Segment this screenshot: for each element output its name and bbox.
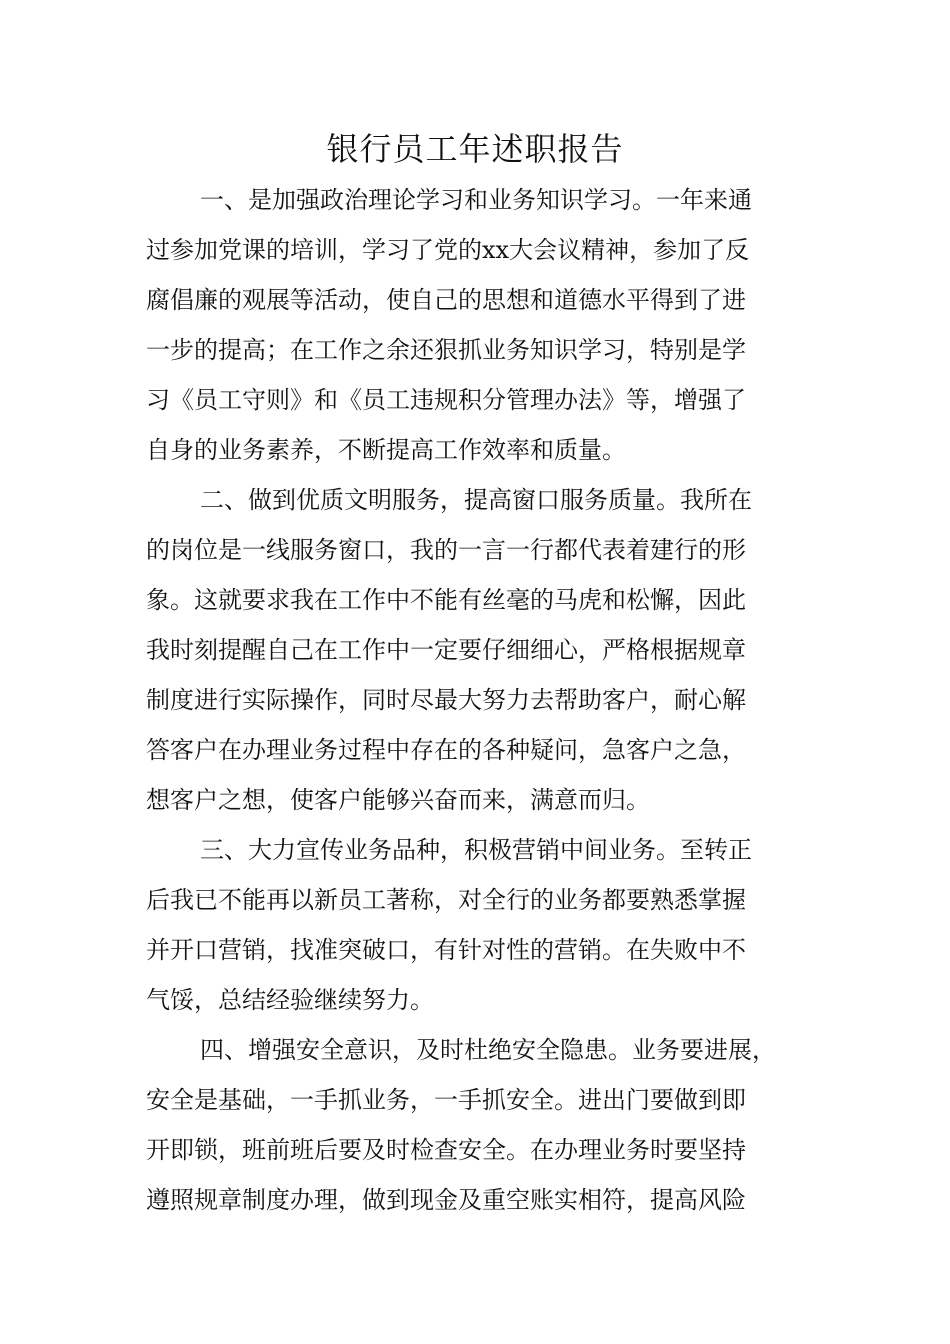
document-body (146, 175, 806, 1225)
paragraph-line: 开即锁，班前班后要及时检查安全。在办理业务时要坚持 (146, 1136, 746, 1164)
paragraph-3 (146, 825, 806, 1025)
paragraph-line: 象。这就要求我在工作中不能有丝毫的马虎和松懈，因此 (146, 586, 746, 614)
paragraph-line: 后我已不能再以新员工著称，对全行的业务都要熟悉掌握 (146, 886, 746, 914)
paragraph-1 (146, 175, 806, 475)
paragraph-2 (146, 475, 806, 825)
paragraph-line: 制度进行实际操作，同时尽最大努力去帮助客户，耐心解 (146, 686, 746, 714)
paragraph-line: 一步的提高；在工作之余还狠抓业务知识学习，特别是学 (146, 336, 746, 364)
paragraph-line: 并开口营销，找准突破口，有针对性的营销。在失败中不 (146, 936, 746, 964)
paragraph-line: 气馁，总结经验继续努力。 (146, 986, 434, 1014)
paragraph-line: 腐倡廉的观展等活动，使自己的思想和道德水平得到了进 (146, 286, 746, 314)
paragraph-line: 二、做到优质文明服务，提高窗口服务质量。我所在 (200, 486, 752, 514)
paragraph-line: 一、是加强政治理论学习和业务知识学习。一年来通 (200, 186, 752, 214)
paragraph-line: 答客户在办理业务过程中存在的各种疑问，急客户之急， (146, 736, 746, 764)
paragraph-line: 四、增强安全意识，及时杜绝安全隐患。业务要进展， (200, 1036, 776, 1064)
paragraph-line: 安全是基础，一手抓业务，一手抓安全。进出门要做到即 (146, 1086, 746, 1114)
paragraph-line: 遵照规章制度办理，做到现金及重空账实相符，提高风险 (146, 1186, 746, 1214)
paragraph-line: 习《员工守则》和《员工违规积分管理办法》等，增强了 (146, 386, 746, 414)
document-title: 银行员工年述职报告 (326, 130, 624, 168)
paragraph-line: 的岗位是一线服务窗口，我的一言一行都代表着建行的形 (146, 536, 746, 564)
paragraph-line: 三、大力宣传业务品种，积极营销中间业务。至转正 (200, 836, 752, 864)
paragraph-line: 自身的业务素养，不断提高工作效率和质量。 (146, 436, 626, 464)
paragraph-line: 过参加党课的培训，学习了党的xx大会议精神，参加了反 (146, 236, 750, 264)
paragraph-4 (146, 1025, 806, 1225)
paragraph-line: 我时刻提醒自己在工作中一定要仔细细心，严格根据规章 (146, 636, 746, 664)
paragraph-line: 想客户之想，使客户能够兴奋而来，满意而归。 (146, 786, 650, 814)
